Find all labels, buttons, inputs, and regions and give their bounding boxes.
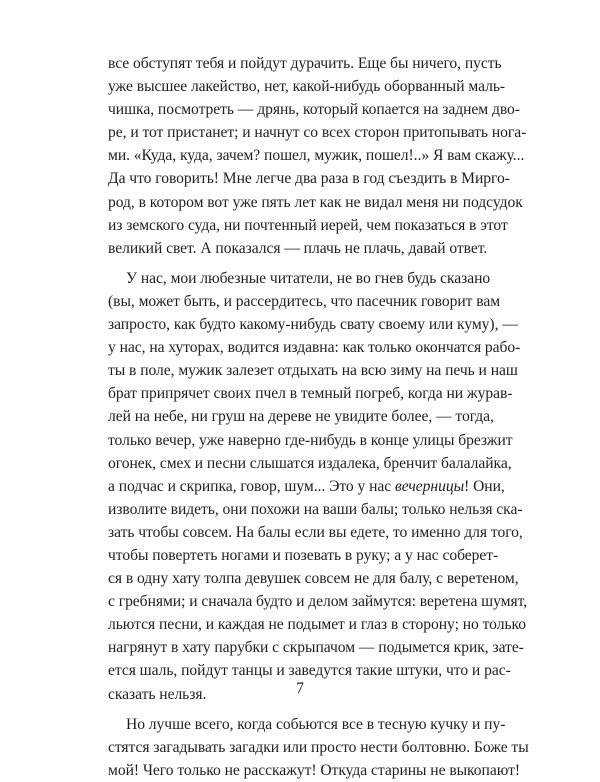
text-line: чтобы повертеть ногами и позевать в руку; а у нас соберет- xyxy=(108,546,499,564)
text-line: изволите видеть, они похожи на ваши балы; только нельзя ска- xyxy=(108,500,523,518)
text-line: (вы, может быть, и рассердитесь, что пасечник говорит вам xyxy=(108,292,501,310)
text-line: лей на небе, ни груш на дереве не увидите более, — тогда, xyxy=(108,408,494,426)
text-line: ми. «Куда, куда, зачем? пошел, мужик, пошел!..» Я вам скажу... xyxy=(108,147,525,165)
text-line: из земского суда, ни почтенный иерей, чем показаться в этот xyxy=(108,216,508,234)
page-number: 7 xyxy=(296,680,304,697)
text-line: ре, и тот пристанет; и начнут со всех сторон притопывать нога- xyxy=(108,124,527,142)
text-line: род, в котором вот уже пять лет как не видал меня ни подсудок xyxy=(108,193,523,211)
text-line: У нас, мои любезные читатели, не во гнев будь сказано xyxy=(126,269,491,287)
text-line: уже высшее лакейство, нет, какой-нибудь оборванный маль- xyxy=(108,78,506,96)
text-line: нагрянут в хату парубки с скрыпачом — подымется крик, зате- xyxy=(108,639,524,657)
paragraph-gap xyxy=(108,706,486,713)
paragraph-3 xyxy=(108,713,529,782)
text-line: ется шаль, пойдут танцы и заведутся такие штуки, что и рас- xyxy=(108,662,511,680)
text-line: зать чтобы совсем. На балы если вы едете, то именно для того, xyxy=(108,523,523,541)
text-line: запросто, как будто какому-нибудь свату своему или куму), — xyxy=(108,316,518,334)
text-line: ты в поле, мужик залезет отдыхать на всю зиму на печь и наш xyxy=(108,362,518,380)
text-line: все обступят тебя и пойдут дурачить. Еще бы ничего, пусть xyxy=(108,55,502,72)
text-line: ся в одну хату толпа девушек совсем не для балу, с веретеном, xyxy=(108,570,519,588)
text-line: у нас, на хуторах, водится издавна: как только окончатся рабо- xyxy=(108,339,521,357)
text-segment: ! Они, xyxy=(464,477,505,495)
text-line: только вечер, уже наверно где-нибудь в конце улицы брезжит xyxy=(108,431,513,449)
paragraph-1 xyxy=(108,52,527,260)
text-line: брат припрячет своих пчел в темный погреб, когда ни журав- xyxy=(108,385,513,403)
italic-term: вечерницы xyxy=(395,477,465,495)
paragraph-2 xyxy=(108,267,528,706)
text-line: великий свет. А показался — плачь не плачь, давай ответ. xyxy=(108,239,488,257)
text-line: мой! Чего только не расскажут! Откуда старины не выкопают! xyxy=(108,761,521,779)
text-line: Да что говорить! Мне легче два раза в год съездить в Мирго- xyxy=(108,170,510,188)
text-segment: а подчас и скрипка, говор, шум... Это у нас xyxy=(108,477,396,495)
paragraph-gap xyxy=(108,260,486,267)
text-line: огонек, смех и песни слышатся издалека, бренчит балалайка, xyxy=(108,454,512,472)
text-line: льются песни, и каждая не подымет и глаз в сторону; но только xyxy=(108,616,526,634)
text-line: Но лучше всего, когда собьются все в тесную кучку и пу- xyxy=(126,715,506,733)
text-line: чишка, посмотреть — дрянь, который копается на заднем дво- xyxy=(108,101,520,119)
text-line: сказать нельзя. xyxy=(108,685,207,703)
text-line: с гребнями; и сначала будто и делом займутся: веретена шумят, xyxy=(108,593,528,611)
book-page-text xyxy=(108,52,529,782)
text-line: стятся загадывать загадки или просто нести болтовню. Боже ты xyxy=(108,738,529,756)
text-line-with-italic xyxy=(108,475,505,498)
